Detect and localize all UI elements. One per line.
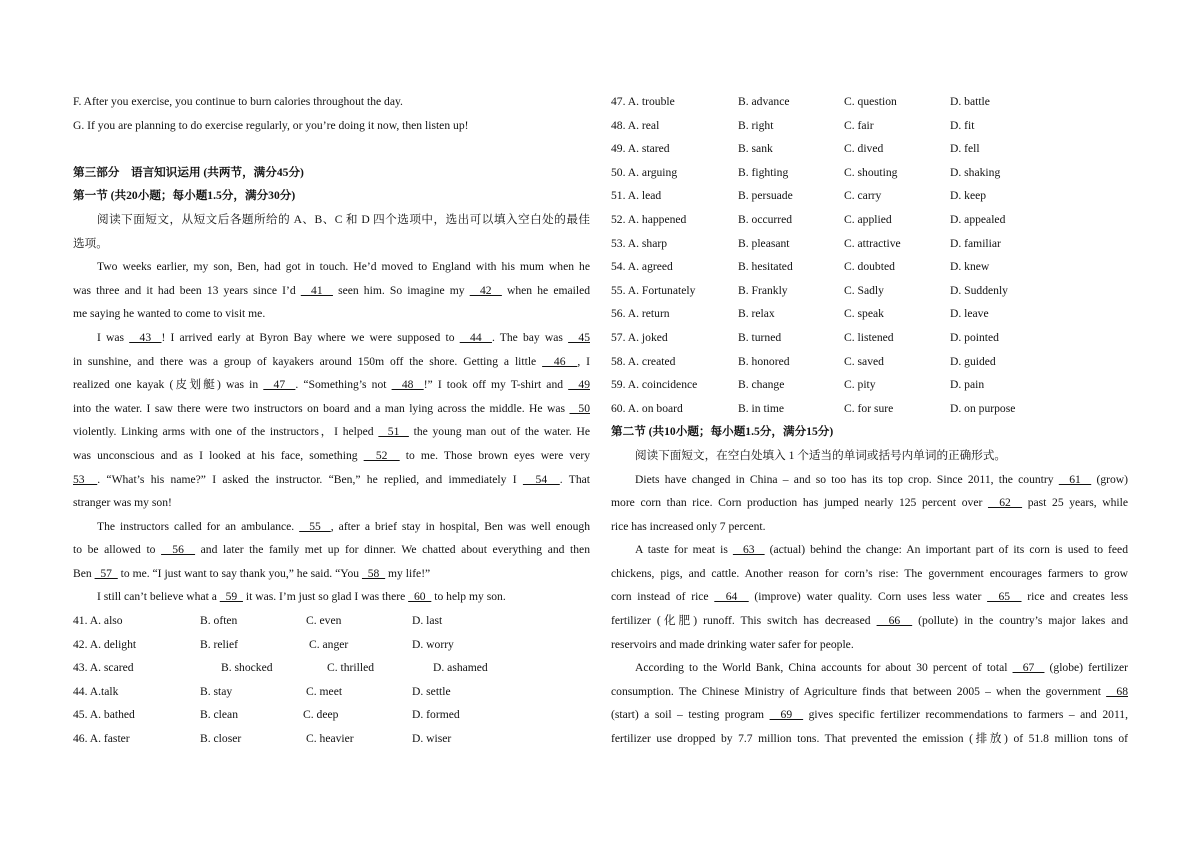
passage-line — [73, 255, 590, 279]
passage-text: (improve) water quality. Corn uses less water — [748, 590, 988, 604]
choice-row — [611, 208, 1128, 232]
passage-text: The instructors called for an ambulance. — [97, 519, 300, 533]
passage-line — [611, 491, 1128, 515]
choice-option-a: 47. A. trouble — [611, 95, 675, 108]
part3-title: 第三部分 语言知识运用 (共两节，满分45分) — [73, 165, 304, 179]
passage-line — [611, 656, 1128, 680]
passage-line — [611, 515, 1128, 539]
choice-row — [611, 326, 1128, 350]
choice-row — [73, 680, 590, 704]
choice-option-c: C. heavier — [306, 732, 354, 746]
answer-blank: 58 — [361, 566, 386, 580]
choice-option-a: 41. A. also — [73, 614, 123, 628]
choice-option-c: C. carry — [844, 189, 882, 203]
passage-text: reservoirs and made drinking water safer for people. — [611, 637, 854, 651]
passage-text: to be allowed to — [73, 543, 162, 557]
passage-text: past 25 years, while — [1022, 496, 1128, 510]
choice-row — [611, 350, 1128, 374]
passage-text: into the water. I saw there were two instructors on board and a man lying across the middle. He was — [73, 401, 570, 415]
choice-option-b: B. relief — [200, 637, 238, 651]
choice-option-c: C. even — [306, 614, 342, 628]
choice-option-b: B. often — [200, 614, 238, 628]
passage-text: . “Something’s not — [295, 378, 392, 392]
passage-text: gives specific fertilizer recommendations to farmers – and 2011, — [803, 708, 1128, 722]
choice-option-d: D. settle — [412, 684, 451, 698]
passage-line — [73, 585, 590, 609]
choice-option-c: C. thrilled — [327, 661, 375, 675]
choice-option-a: 44. A.talk — [73, 684, 119, 698]
choice-row — [73, 633, 590, 657]
answer-blank: 55 — [299, 519, 331, 533]
choice-option-b: B. honored — [738, 354, 790, 368]
passage-line — [73, 279, 590, 303]
passage-text: . The bay was — [491, 330, 569, 344]
passage-text: when he emailed — [501, 283, 590, 297]
answer-blank: 61 — [1058, 472, 1092, 486]
choice-option-b: B. advance — [738, 95, 790, 108]
choice-option-a: 49. A. stared — [611, 142, 670, 156]
choice-row — [611, 302, 1128, 326]
passage-text: (start) a soil – testing program — [611, 708, 770, 722]
answer-blank: 65 — [987, 590, 1022, 604]
answer-blank: 64 — [714, 590, 749, 604]
choice-option-d: D. fit — [950, 118, 975, 132]
passage-line — [73, 515, 590, 539]
answer-blank: 48 — [391, 378, 424, 392]
passage-text: to help my son. — [431, 590, 506, 604]
section1-title: 第一节 (共20小题；每小题1.5分，满分30分) — [73, 189, 296, 203]
choice-option-b: B. pleasant — [738, 236, 790, 250]
choice-row — [611, 161, 1128, 185]
choice-option-a: 60. A. on board — [611, 401, 683, 415]
passage-line — [611, 468, 1128, 492]
choice-option-a: 48. A. real — [611, 118, 660, 132]
choice-option-d: D. ashamed — [433, 661, 488, 675]
passage-text: more corn than rice. Corn production has jumped nearly 125 percent over — [611, 496, 988, 510]
passage-text: Diets have changed in China – and so too has its top crop. Since 2011, the country — [635, 472, 1059, 486]
choice-option-a: 51. A. lead — [611, 189, 662, 203]
choice-option-a: 46. A. faster — [73, 732, 130, 746]
cloze-passage — [73, 255, 590, 609]
passage-text: it was. I’m just so glad I was there — [242, 590, 409, 604]
passage-text: (actual) behind the change: An important part of its corn is used to feed — [764, 543, 1128, 557]
passage-line — [73, 326, 590, 350]
choice-option-b: B. sank — [738, 142, 773, 156]
choice-option-a: 50. A. arguing — [611, 165, 678, 179]
choice-option-b: B. in time — [738, 401, 785, 415]
passage-line — [611, 609, 1128, 633]
passage-text: consumption. The Chinese Ministry of Agriculture finds that between 2005 – when the government — [611, 684, 1107, 698]
choice-row — [73, 703, 590, 727]
choice-option-a: 52. A. happened — [611, 212, 687, 226]
choice-row — [611, 90, 1128, 114]
option-f: F. After you exercise, you continue to burn calories throughout the day. — [73, 95, 403, 108]
choice-option-b: B. fighting — [738, 165, 789, 179]
answer-blank: 56 — [161, 543, 196, 557]
passage-line — [73, 538, 590, 562]
choice-option-a: 59. A. coincidence — [611, 378, 698, 392]
choice-option-c: C. listened — [844, 330, 894, 344]
passage-text: in sunshine, and there was a group of kayakers around 150m off the shore. Getting a little — [73, 354, 543, 368]
passage-text: me saying he wanted to come to visit me. — [73, 307, 266, 321]
choice-option-c: C. shouting — [844, 165, 898, 179]
choice-option-c: C. doubted — [844, 260, 895, 274]
choice-option-b: B. occurred — [738, 212, 793, 226]
passage-text: stranger was my son! — [73, 496, 172, 510]
choice-option-c: C. dived — [844, 142, 884, 156]
passage-text: was three and it had been 13 years since I’d — [73, 283, 301, 297]
choice-row — [611, 232, 1128, 256]
choice-row — [73, 656, 590, 680]
choice-option-d: D. shaking — [950, 165, 1001, 179]
passage-text: to me. Those brown eyes were very — [399, 448, 590, 462]
choice-row — [73, 609, 590, 633]
choice-option-c: C. applied — [844, 212, 892, 226]
passage-text: chickens, pigs, and cattle. Another reason for corn’s rise: The government encourages farmers to grow — [611, 566, 1128, 580]
choice-option-b: B. turned — [738, 330, 782, 344]
right-column — [611, 90, 1128, 751]
choice-option-d: D. battle — [950, 95, 990, 108]
passage-text: , I — [577, 354, 590, 368]
passage-text: fertilizer (化肥) runoff. This switch has decreased — [611, 614, 877, 628]
choice-row — [611, 397, 1128, 421]
answer-blank: 41 — [300, 283, 333, 297]
passage-line — [73, 373, 590, 397]
choice-row — [611, 114, 1128, 138]
passage-line — [611, 703, 1128, 727]
grammar-passage — [611, 468, 1128, 751]
passage-line — [73, 562, 590, 586]
choice-option-c: C. fair — [844, 118, 874, 132]
passage-text: . That — [559, 472, 590, 486]
passage-text: the young man out of the water. He — [408, 425, 590, 439]
answer-blank: 60 — [408, 590, 432, 604]
answer-blank: 63 — [732, 543, 765, 557]
passage-line — [611, 585, 1128, 609]
option-g: G. If you are planning to do exercise regularly, or you’re doing it now, then listen up! — [73, 118, 469, 132]
choice-option-b: B. persuade — [738, 189, 793, 203]
passage-text: corn instead of rice — [611, 590, 715, 604]
choice-option-a: 53. A. sharp — [611, 236, 668, 250]
choice-option-a: 56. A. return — [611, 307, 670, 321]
answer-blank: 43 — [129, 330, 162, 344]
choice-option-d: D. on purpose — [950, 401, 1016, 415]
choice-option-b: B. right — [738, 118, 774, 132]
choice-option-b: B. shocked — [221, 661, 273, 675]
answer-blank: 47 — [263, 378, 296, 392]
choice-option-d: D. pointed — [950, 330, 999, 344]
answer-blank: 44 — [459, 330, 492, 344]
answer-blank: 57 — [94, 566, 118, 580]
section1-instructions-line2: 选项。 — [73, 236, 108, 250]
answer-blank: 62 — [987, 496, 1023, 510]
passage-line — [611, 633, 1128, 657]
passage-line — [73, 491, 590, 515]
passage-text: (globe) fertilizer — [1044, 661, 1128, 675]
choice-option-b: B. relax — [738, 307, 775, 321]
passage-text: I still can’t believe what a — [97, 590, 220, 604]
choice-row — [611, 373, 1128, 397]
section2-instructions: 阅读下面短文，在空白处填入 1 个适当的单词或括号内单词的正确形式。 — [635, 448, 1007, 462]
choice-option-d: D. last — [412, 614, 443, 628]
passage-text: rice has increased only 7 percent. — [611, 519, 766, 533]
choice-option-d: D. appealed — [950, 212, 1006, 226]
choice-option-d: D. worry — [412, 637, 454, 651]
choice-option-d: D. keep — [950, 189, 987, 203]
answer-blank: 50 — [569, 401, 590, 415]
choice-option-b: B. closer — [200, 732, 242, 746]
choice-option-d: D. pain — [950, 378, 985, 392]
answer-blank: 45 — [568, 330, 590, 344]
answer-blank: 53 — [73, 472, 98, 486]
choice-row — [611, 255, 1128, 279]
passage-text: to me. “I just want to say thank you,” he said. “You — [117, 566, 362, 580]
choice-option-c: C. saved — [844, 354, 884, 368]
passage-line — [73, 397, 590, 421]
choice-row — [73, 727, 590, 751]
choice-option-d: D. guided — [950, 354, 996, 368]
choice-option-d: D. formed — [412, 708, 460, 722]
choice-option-b: B. Frankly — [738, 283, 788, 297]
choice-option-c: C. for sure — [844, 401, 894, 415]
passage-text: !” I took off my T-shirt and — [423, 378, 569, 392]
section1-instructions-line1: 阅读下面短文，从短文后各题所给的 A、B、C 和 D 四个选项中，选出可以填入空白处的最佳 — [97, 212, 590, 226]
section2-title: 第二节 (共10小题；每小题1.5分，满分15分) — [611, 425, 834, 439]
choice-row — [611, 137, 1128, 161]
choice-option-c: C. deep — [303, 708, 339, 722]
choice-row — [611, 279, 1128, 303]
choice-option-c: C. pity — [844, 378, 876, 392]
passage-text: seen him. So imagine my — [332, 283, 470, 297]
choice-option-a: 43. A. scared — [73, 661, 134, 675]
passage-text: (pollute) in the country’s major lakes and — [912, 614, 1128, 628]
choice-option-b: B. hesitated — [738, 260, 793, 274]
choice-option-a: 55. A. Fortunately — [611, 283, 696, 297]
choice-option-c: C. attractive — [844, 236, 901, 250]
answer-blank: 69 — [769, 708, 804, 722]
answer-blank: 59 — [219, 590, 243, 604]
cloze-choices-left — [73, 609, 590, 751]
passage-text: (grow) — [1091, 472, 1128, 486]
answer-blank: 49 — [568, 378, 590, 392]
passage-text: Two weeks earlier, my son, Ben, had got in touch. He’d moved to England with his mum when he — [97, 260, 590, 274]
choice-option-a: 57. A. joked — [611, 330, 668, 344]
choice-option-d: D. fell — [950, 142, 980, 156]
choice-option-b: B. clean — [200, 708, 238, 722]
answer-blank: 66 — [876, 614, 913, 628]
passage-text: . “What’s his name?” I asked the instructor. “Ben,” he replied, and immediately I — [97, 472, 523, 486]
passage-text: rice and creates less — [1021, 590, 1128, 604]
passage-line — [73, 350, 590, 374]
cloze-choices-right — [611, 90, 1128, 420]
passage-line — [611, 538, 1128, 562]
passage-text: was unconscious and as I looked at his face, something — [73, 448, 364, 462]
choice-option-d: D. familiar — [950, 236, 1001, 250]
choice-option-d: D. Suddenly — [950, 283, 1008, 297]
choice-option-c: C. question — [844, 95, 897, 108]
passage-line — [611, 680, 1128, 704]
answer-blank: 54 — [522, 472, 560, 486]
choice-option-c: C. speak — [844, 307, 884, 321]
passage-line — [73, 444, 590, 468]
passage-text: realized one kayak (皮划艇) was in — [73, 378, 264, 392]
passage-text: Ben — [73, 566, 95, 580]
choice-option-c: C. Sadly — [844, 283, 884, 297]
answer-blank: 46 — [542, 354, 578, 368]
choice-row — [611, 184, 1128, 208]
choice-option-d: D. knew — [950, 260, 990, 274]
passage-line — [611, 562, 1128, 586]
passage-text: violently. Linking arms with one of the instructors，I helped — [73, 425, 379, 439]
passage-text: fertilizer use dropped by 7.7 million tons. That prevented the emission (排放) of 51.8 million tons of — [611, 732, 1128, 746]
answer-blank: 52 — [363, 448, 400, 462]
choice-option-a: 54. A. agreed — [611, 260, 673, 274]
answer-blank: 68 — [1106, 684, 1128, 698]
choice-option-d: D. wiser — [412, 732, 452, 746]
passage-line — [73, 468, 590, 492]
passage-line — [73, 420, 590, 444]
passage-text: A taste for meat is — [635, 543, 733, 557]
passage-text: , after a brief stay in hospital, Ben was well enough — [330, 519, 590, 533]
choice-option-c: C. anger — [309, 637, 349, 651]
choice-option-b: B. change — [738, 378, 785, 392]
answer-blank: 42 — [469, 283, 502, 297]
passage-line — [611, 727, 1128, 751]
choice-option-c: C. meet — [306, 684, 343, 698]
left-column — [73, 90, 590, 751]
choice-option-a: 42. A. delight — [73, 637, 137, 651]
passage-text: According to the World Bank, China accounts for about 30 percent of total — [635, 661, 1013, 675]
passage-text: I was — [97, 330, 130, 344]
answer-blank: 67 — [1012, 661, 1045, 675]
passage-text: and later the family met up for dinner. We chatted about everything and then — [195, 543, 590, 557]
passage-text: my life!” — [385, 566, 431, 580]
passage-line — [73, 302, 590, 326]
choice-option-d: D. leave — [950, 307, 989, 321]
passage-text: ! I arrived early at Byron Bay where we were supposed to — [161, 330, 460, 344]
answer-blank: 51 — [378, 425, 409, 439]
choice-option-b: B. stay — [200, 684, 233, 698]
choice-option-a: 45. A. bathed — [73, 708, 135, 722]
choice-option-a: 58. A. created — [611, 354, 676, 368]
